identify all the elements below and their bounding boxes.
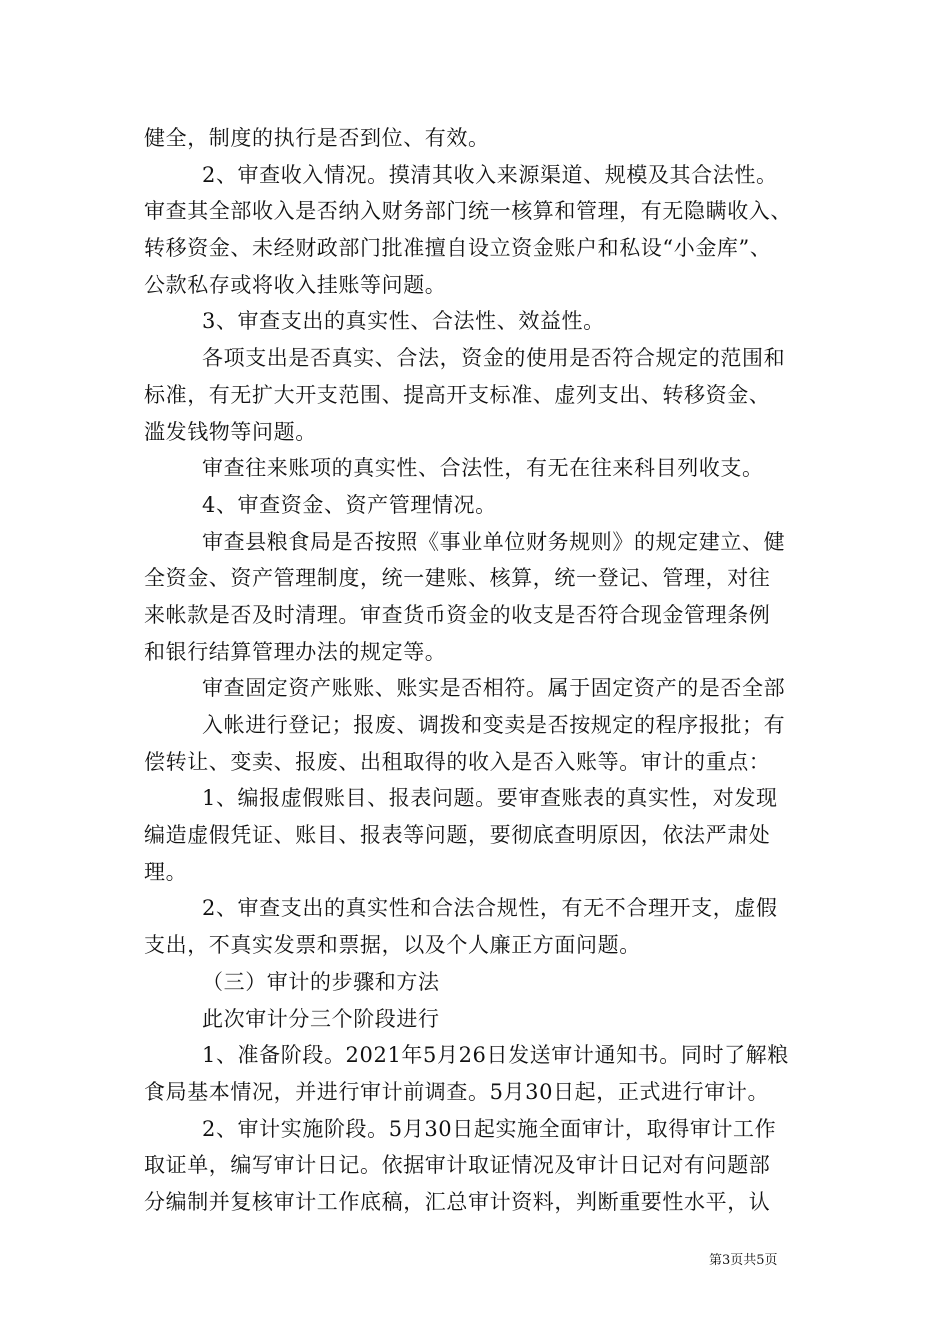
text-line: 转移资金、未经财政部门批准擅自设立资金账户和私设“小金库”、 — [144, 236, 772, 261]
text-line: 健全，制度的执行是否到位、有效。 — [144, 126, 490, 150]
page-number: 第3页共5页 — [709, 1253, 778, 1268]
text-line: 理。 — [144, 859, 188, 884]
section-heading: （三）审计的步骤和方法 — [202, 969, 440, 994]
document-body — [144, 120, 810, 1221]
text-line: 审查其全部收入是否纳入财务部门统一核算和管理，有无隐瞒收入、 — [144, 199, 792, 224]
text-line: 审查县粮食局是否按照《事业单位财务规则》的规定建立、健 — [202, 529, 786, 554]
text-line: 3、审查支出的真实性、合法性、效益性。 — [202, 309, 605, 334]
text-line: 支出，不真实发票和票据，以及个人廉正方面问题。 — [144, 933, 641, 958]
text-line: 2、审查支出的真实性和合法合规性，有无不合理开支，虚假 — [202, 896, 778, 921]
text-line: 偿转让、变卖、报废、出租取得的收入是否入账等。审计的重点： — [144, 749, 771, 774]
text-line: 审查往来账项的真实性、合法性，有无在往来科目列收支。 — [202, 456, 764, 481]
text-line: 食局基本情况，并进行审计前调查。5月30日起，正式进行审计。 — [144, 1079, 770, 1104]
text-line: 滥发钱物等问题。 — [144, 419, 317, 444]
text-line: 来帐款是否及时清理。审查货币资金的收支是否符合现金管理条例 — [144, 602, 771, 627]
text-line: 分编制并复核审计工作底稿，汇总审计资料，判断重要性水平，认 — [144, 1189, 771, 1214]
text-line: 4、审查资金、资产管理情况。 — [202, 492, 497, 517]
text-line: 取证单，编写审计日记。依据审计取证情况及审计日记对有问题部 — [144, 1153, 771, 1178]
text-line: 此次审计分三个阶段进行 — [202, 1006, 440, 1031]
text-line: 1、准备阶段。2021年5月26日发送审计通知书。同时了解粮 — [202, 1043, 789, 1068]
text-line: 审查固定资产账账、账实是否相符。属于固定资产的是否全部 — [202, 676, 786, 701]
text-line: 1、编报虚假账目、报表问题。要审查账表的真实性，对发现 — [202, 786, 778, 811]
text-line: 和银行结算管理办法的规定等。 — [144, 639, 447, 664]
text-line: 公款私存或将收入挂账等问题。 — [144, 272, 447, 297]
text-line: 入帐进行登记；报废、调拨和变卖是否按规定的程序报批；有 — [202, 713, 786, 737]
text-line: 各项支出是否真实、合法，资金的使用是否符合规定的范围和 — [202, 346, 786, 371]
text-line: 2、审查收入情况。摸清其收入来源渠道、规模及其合法性。 — [202, 162, 778, 187]
text-line: 2、审计实施阶段。5月30日起实施全面审计，取得审计工作 — [202, 1116, 777, 1141]
text-line: 编造虚假凭证、账目、报表等问题，要彻底查明原因，依法严肃处 — [144, 823, 771, 848]
text-line: 全资金、资产管理制度，统一建账、核算，统一登记、管理，对往 — [144, 566, 771, 591]
text-line: 标准，有无扩大开支范围、提高开支标准、虚列支出、转移资金、 — [144, 382, 771, 407]
